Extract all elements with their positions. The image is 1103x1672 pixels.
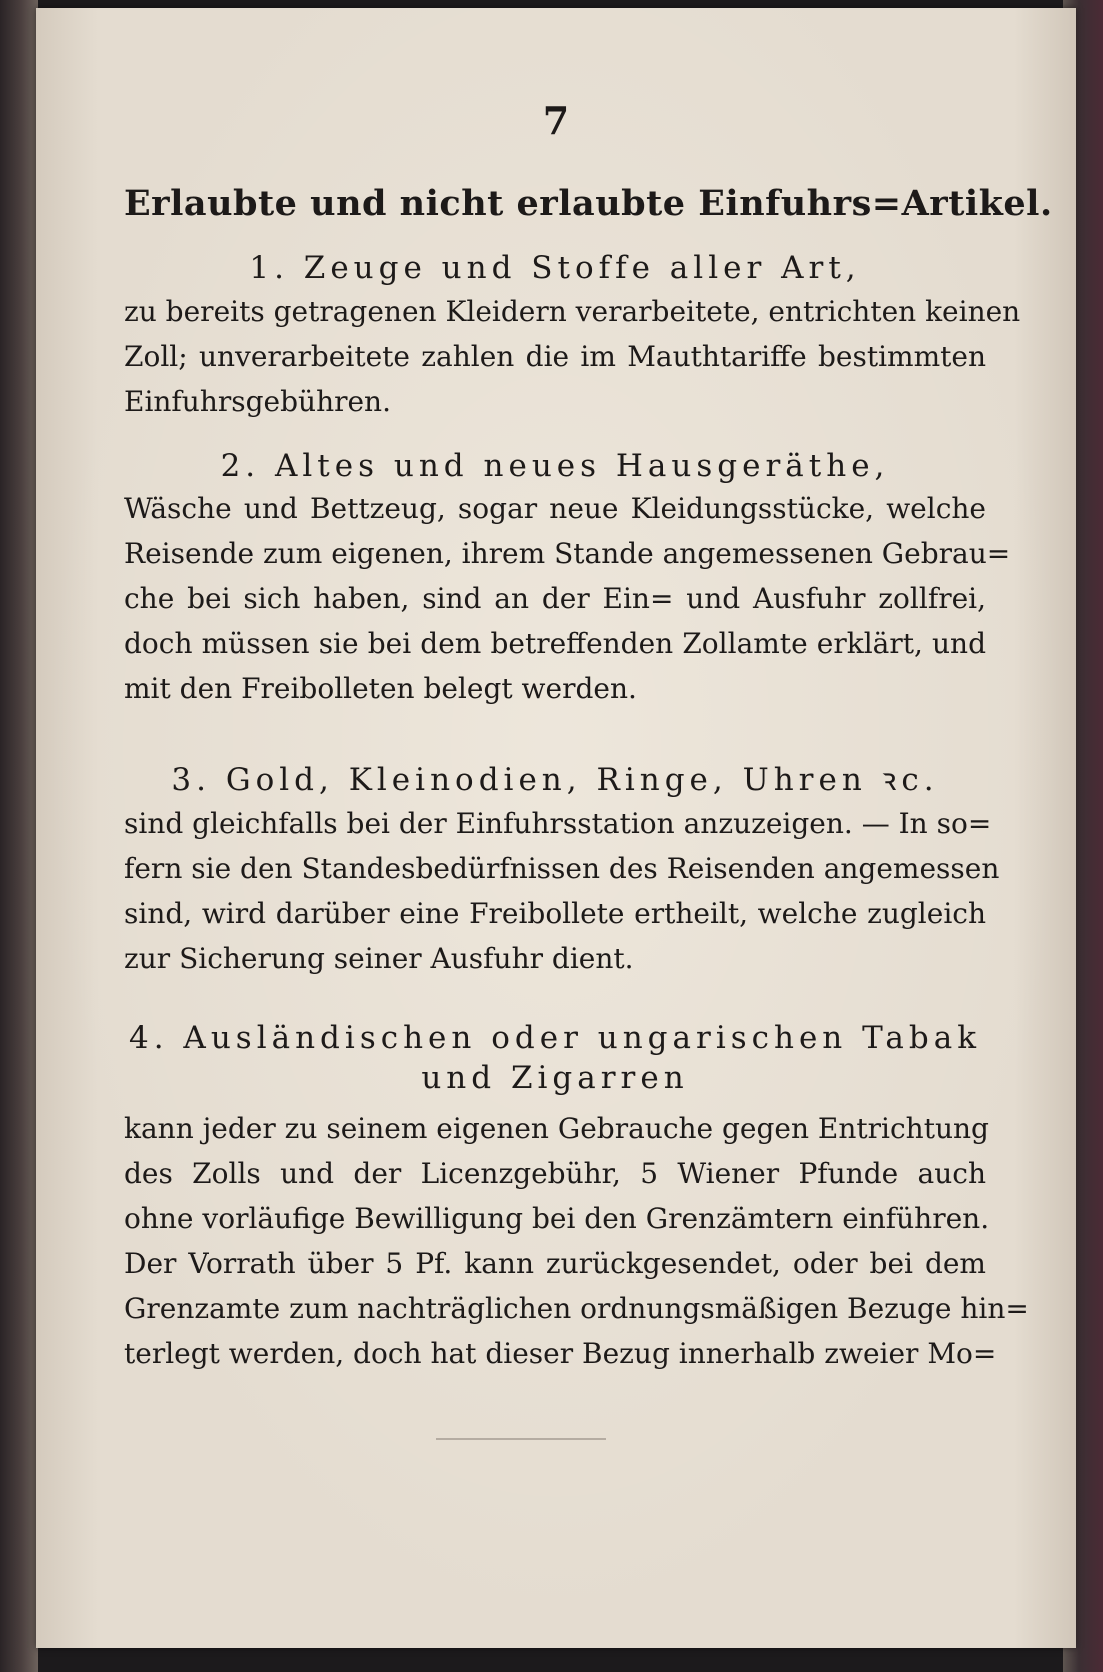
book-page — [36, 8, 1076, 1648]
text-line: Der Vorrath über 5 Pf. kann zurückgesendet, oder bei dem — [124, 1247, 986, 1280]
text-line: che bei sich haben, sind an der Ein= und Ausfuhr zollfrei, — [124, 582, 986, 615]
section-2-heading: 2. Altes und neues Hausgeräthe, — [220, 448, 890, 484]
text-line: fern sie den Standesbedürfnissen des Reisenden angemessen — [124, 852, 1000, 885]
text-line: sind, wird darüber eine Freibollete ertheilt, welche zugleich — [124, 897, 986, 930]
text-line: des Zolls und der Licenzgebühr, 5 Wiener Pfunde auch — [124, 1157, 986, 1190]
section-4-heading-continued: und Zigarren — [421, 1060, 689, 1096]
text-line: terlegt werden, doch hat dieser Bezug innerhalb zweier Mo= — [124, 1337, 997, 1370]
section-3-heading: 3. Gold, Kleinodien, Ringe, Uhren ꝛc. — [171, 762, 939, 798]
section-3-paragraph — [124, 801, 1000, 981]
section-4-heading: 4. Ausländischen oder ungarischen Tabak — [129, 1020, 981, 1056]
text-line: mit den Freibolleten belegt werden. — [124, 672, 637, 705]
text-line: ohne vorläufige Bewilligung bei den Grenzämtern einführen. — [124, 1202, 990, 1235]
text-line: sind gleichfalls bei der Einfuhrsstation anzuzeigen. — In so= — [124, 807, 992, 840]
page-number: 7 — [542, 98, 570, 143]
text-line: Grenzamte zum nachträglichen ordnungsmäßigen Bezuge hin= — [124, 1292, 1029, 1325]
text-line: kann jeder zu seinem eigenen Gebrauche gegen Entrichtung — [124, 1112, 989, 1145]
text-line: zu bereits getragenen Kleidern verarbeitete, entrichten keinen — [124, 295, 1021, 328]
text-line: Einfuhrsgebühren. — [124, 385, 391, 418]
text-line: zur Sicherung seiner Ausfuhr dient. — [124, 942, 634, 975]
book-spine-edge — [0, 0, 38, 1672]
text-line: doch müssen sie bei dem betreffenden Zollamte erklärt, und — [124, 627, 986, 660]
text-line: Zoll; unverarbeitete zahlen die im Mauthtariffe bestimmten — [124, 340, 986, 373]
section-4-paragraph — [124, 1106, 1029, 1376]
text-line: Reisende zum eigenen, ihrem Stande angemessenen Gebrau= — [124, 537, 1011, 570]
text-line: Wäsche und Bettzeug, sogar neue Kleidungsstücke, welche — [124, 492, 986, 525]
section-1-paragraph — [124, 289, 1021, 424]
section-1-heading: 1. Zeuge und Stoffe aller Art, — [249, 250, 861, 286]
footer-divider — [436, 1438, 606, 1440]
page-title: Erlaubte und nicht erlaubte Einfuhrs=Artikel. — [124, 183, 1053, 224]
section-2-paragraph — [124, 486, 1011, 711]
